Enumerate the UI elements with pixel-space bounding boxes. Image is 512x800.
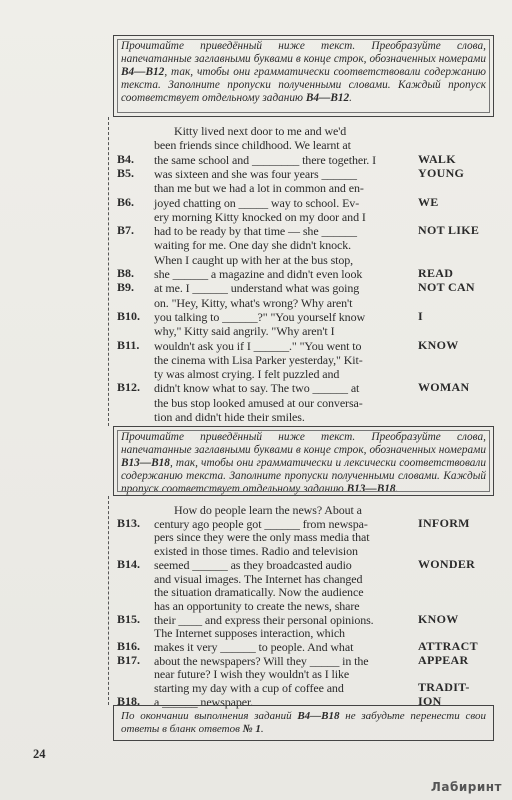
text-line: on. "Hey, Kitty, what's wrong? Why aren't bbox=[154, 295, 353, 310]
task-number: B4. bbox=[117, 151, 135, 166]
text-line: tion and didn't hide their smiles. bbox=[154, 410, 305, 424]
keyword: KNOW bbox=[418, 611, 459, 626]
task-number: B15. bbox=[117, 611, 141, 626]
text-line: and visual images. The Internet has changed bbox=[154, 571, 363, 586]
keyword: ATTRACT bbox=[418, 639, 478, 653]
keyword: READ bbox=[418, 266, 454, 280]
text-line: you talking to ______?" "You yourself know bbox=[154, 309, 366, 324]
text-line: starting my day with a cup of coffee and bbox=[154, 681, 344, 696]
text-line: ery morning Kitty knocked on my door and I bbox=[154, 209, 366, 224]
text-line: the same school and ________ there together. I bbox=[154, 152, 377, 167]
dashed-margin-2 bbox=[108, 496, 109, 705]
task-number: B11. bbox=[117, 337, 140, 352]
text-line: at me. I ______ understand what was going bbox=[154, 281, 360, 296]
text-line: wouldn't ask you if I ______." "You went to bbox=[154, 338, 362, 353]
task-number: B10. bbox=[117, 308, 141, 323]
task-number: B14. bbox=[117, 556, 141, 571]
text-line: When I caught up with her at the bus stop, bbox=[154, 252, 354, 267]
keyword: KNOW bbox=[418, 337, 459, 352]
text-line: near future? I wish they wouldn't as I like bbox=[154, 667, 350, 682]
text-line: makes it very ______ to people. And what bbox=[154, 640, 354, 654]
text-line: pers since they were the only mass media that bbox=[154, 530, 370, 545]
task-number: B7. bbox=[117, 223, 135, 238]
text-line: the cinema with Lisa Parker yesterday," Kit- bbox=[154, 352, 363, 367]
task-number: B18. bbox=[117, 693, 141, 708]
text-line: has an opportunity to create the news, share bbox=[154, 598, 360, 613]
text-line: didn't know what to say. The two ______ at bbox=[154, 381, 360, 396]
text-line: existed in those times. Radio and television bbox=[154, 544, 358, 559]
task-number: B12. bbox=[117, 380, 141, 395]
task-number: B6. bbox=[117, 194, 135, 209]
keyword: INFORM bbox=[418, 515, 470, 530]
watermark-logo: Лабиринт bbox=[430, 780, 502, 794]
keyword: WE bbox=[418, 194, 439, 209]
text-line: was sixteen and she was four years ______ bbox=[154, 166, 357, 181]
task-number: B13. bbox=[117, 515, 141, 530]
text-line: been friends since childhood. We learnt at bbox=[154, 138, 351, 153]
keyword: I bbox=[418, 308, 423, 323]
text-line: ty was almost crying. I felt puzzled and bbox=[154, 367, 340, 382]
instruction-box-1 bbox=[113, 35, 494, 117]
dashed-margin-1 bbox=[108, 117, 109, 426]
task-number: B8. bbox=[117, 266, 135, 280]
task-number: B5. bbox=[117, 165, 135, 180]
text-line: about the newspapers? Will they _____ in the bbox=[154, 653, 369, 668]
instruction-box-2 bbox=[113, 426, 494, 496]
text-line: a ______ newspaper. bbox=[154, 694, 254, 709]
text-line: waiting for me. One day she didn't knock. bbox=[154, 238, 352, 253]
instruction-text-2: Прочитайте приведённый ниже текст. Преобразуйте слова, напечатанные заглавными буквами в конце строк, обозначенных номерами B13—B18, так, чтобы они грамматически и лексически соответствовали содержанию текста. Заполните пропуски полученными словами. Каждый пропуск соответствует отдельному заданию B13—B18. bbox=[121, 431, 486, 495]
text-line: the situation dramatically. Now the audience bbox=[154, 585, 364, 600]
text-line: she ______ a magazine and didn't even look bbox=[154, 267, 363, 281]
keyword: APPEAR bbox=[418, 652, 469, 667]
text-line: why," Kitty said angrily. "Why aren't I bbox=[154, 324, 335, 339]
page-number: 24 bbox=[33, 747, 46, 761]
keyword: WALK bbox=[418, 151, 456, 166]
task-number: B16. bbox=[117, 639, 141, 653]
text-line: than me but we had a lot in common and en- bbox=[154, 181, 364, 196]
footer-note-box bbox=[113, 705, 494, 741]
keyword: ION bbox=[418, 693, 442, 708]
text-line: Kitty lived next door to me and we'd bbox=[174, 124, 347, 138]
keyword: WONDER bbox=[418, 556, 476, 571]
text-line: joyed chatting on _____ way to school. Ev- bbox=[154, 195, 360, 210]
footer-note-text: По окончании выполнения заданий B4—B18 не забудьте перенести свои ответы в бланк ответов № 1. bbox=[121, 710, 486, 735]
keyword: TRADIT- bbox=[418, 680, 470, 695]
text-line: century ago people got ______ from newspa- bbox=[154, 516, 368, 531]
text-line: the bus stop looked amused at our conversa- bbox=[154, 395, 363, 410]
keyword: YOUNG bbox=[418, 165, 465, 180]
text-line: The Internet supposes interaction, which bbox=[154, 626, 345, 641]
text-line: seemed ______ as they broadcasted audio bbox=[154, 557, 352, 572]
task-number: B17. bbox=[117, 652, 141, 667]
instruction-text-1: Прочитайте приведённый ниже текст. Преобразуйте слова, напечатанные заглавными буквами в конце строк, обозначенных номерами B4—B12, так, чтобы они грамматически соответствовали содержанию текста. Заполните пропуски полученными словами. Каждый пропуск соответствует отдельному заданию B4—B12. bbox=[121, 40, 486, 104]
text-line: their ____ and express their personal opinions. bbox=[154, 612, 374, 627]
text-line: How do people learn the news? About a bbox=[174, 503, 362, 517]
keyword: WOMAN bbox=[418, 380, 470, 395]
text-line: had to be ready by that time — she ______ bbox=[154, 224, 357, 239]
task-number: B9. bbox=[117, 280, 135, 295]
keyword: NOT CAN bbox=[418, 280, 475, 295]
keyword: NOT LIKE bbox=[418, 223, 480, 238]
